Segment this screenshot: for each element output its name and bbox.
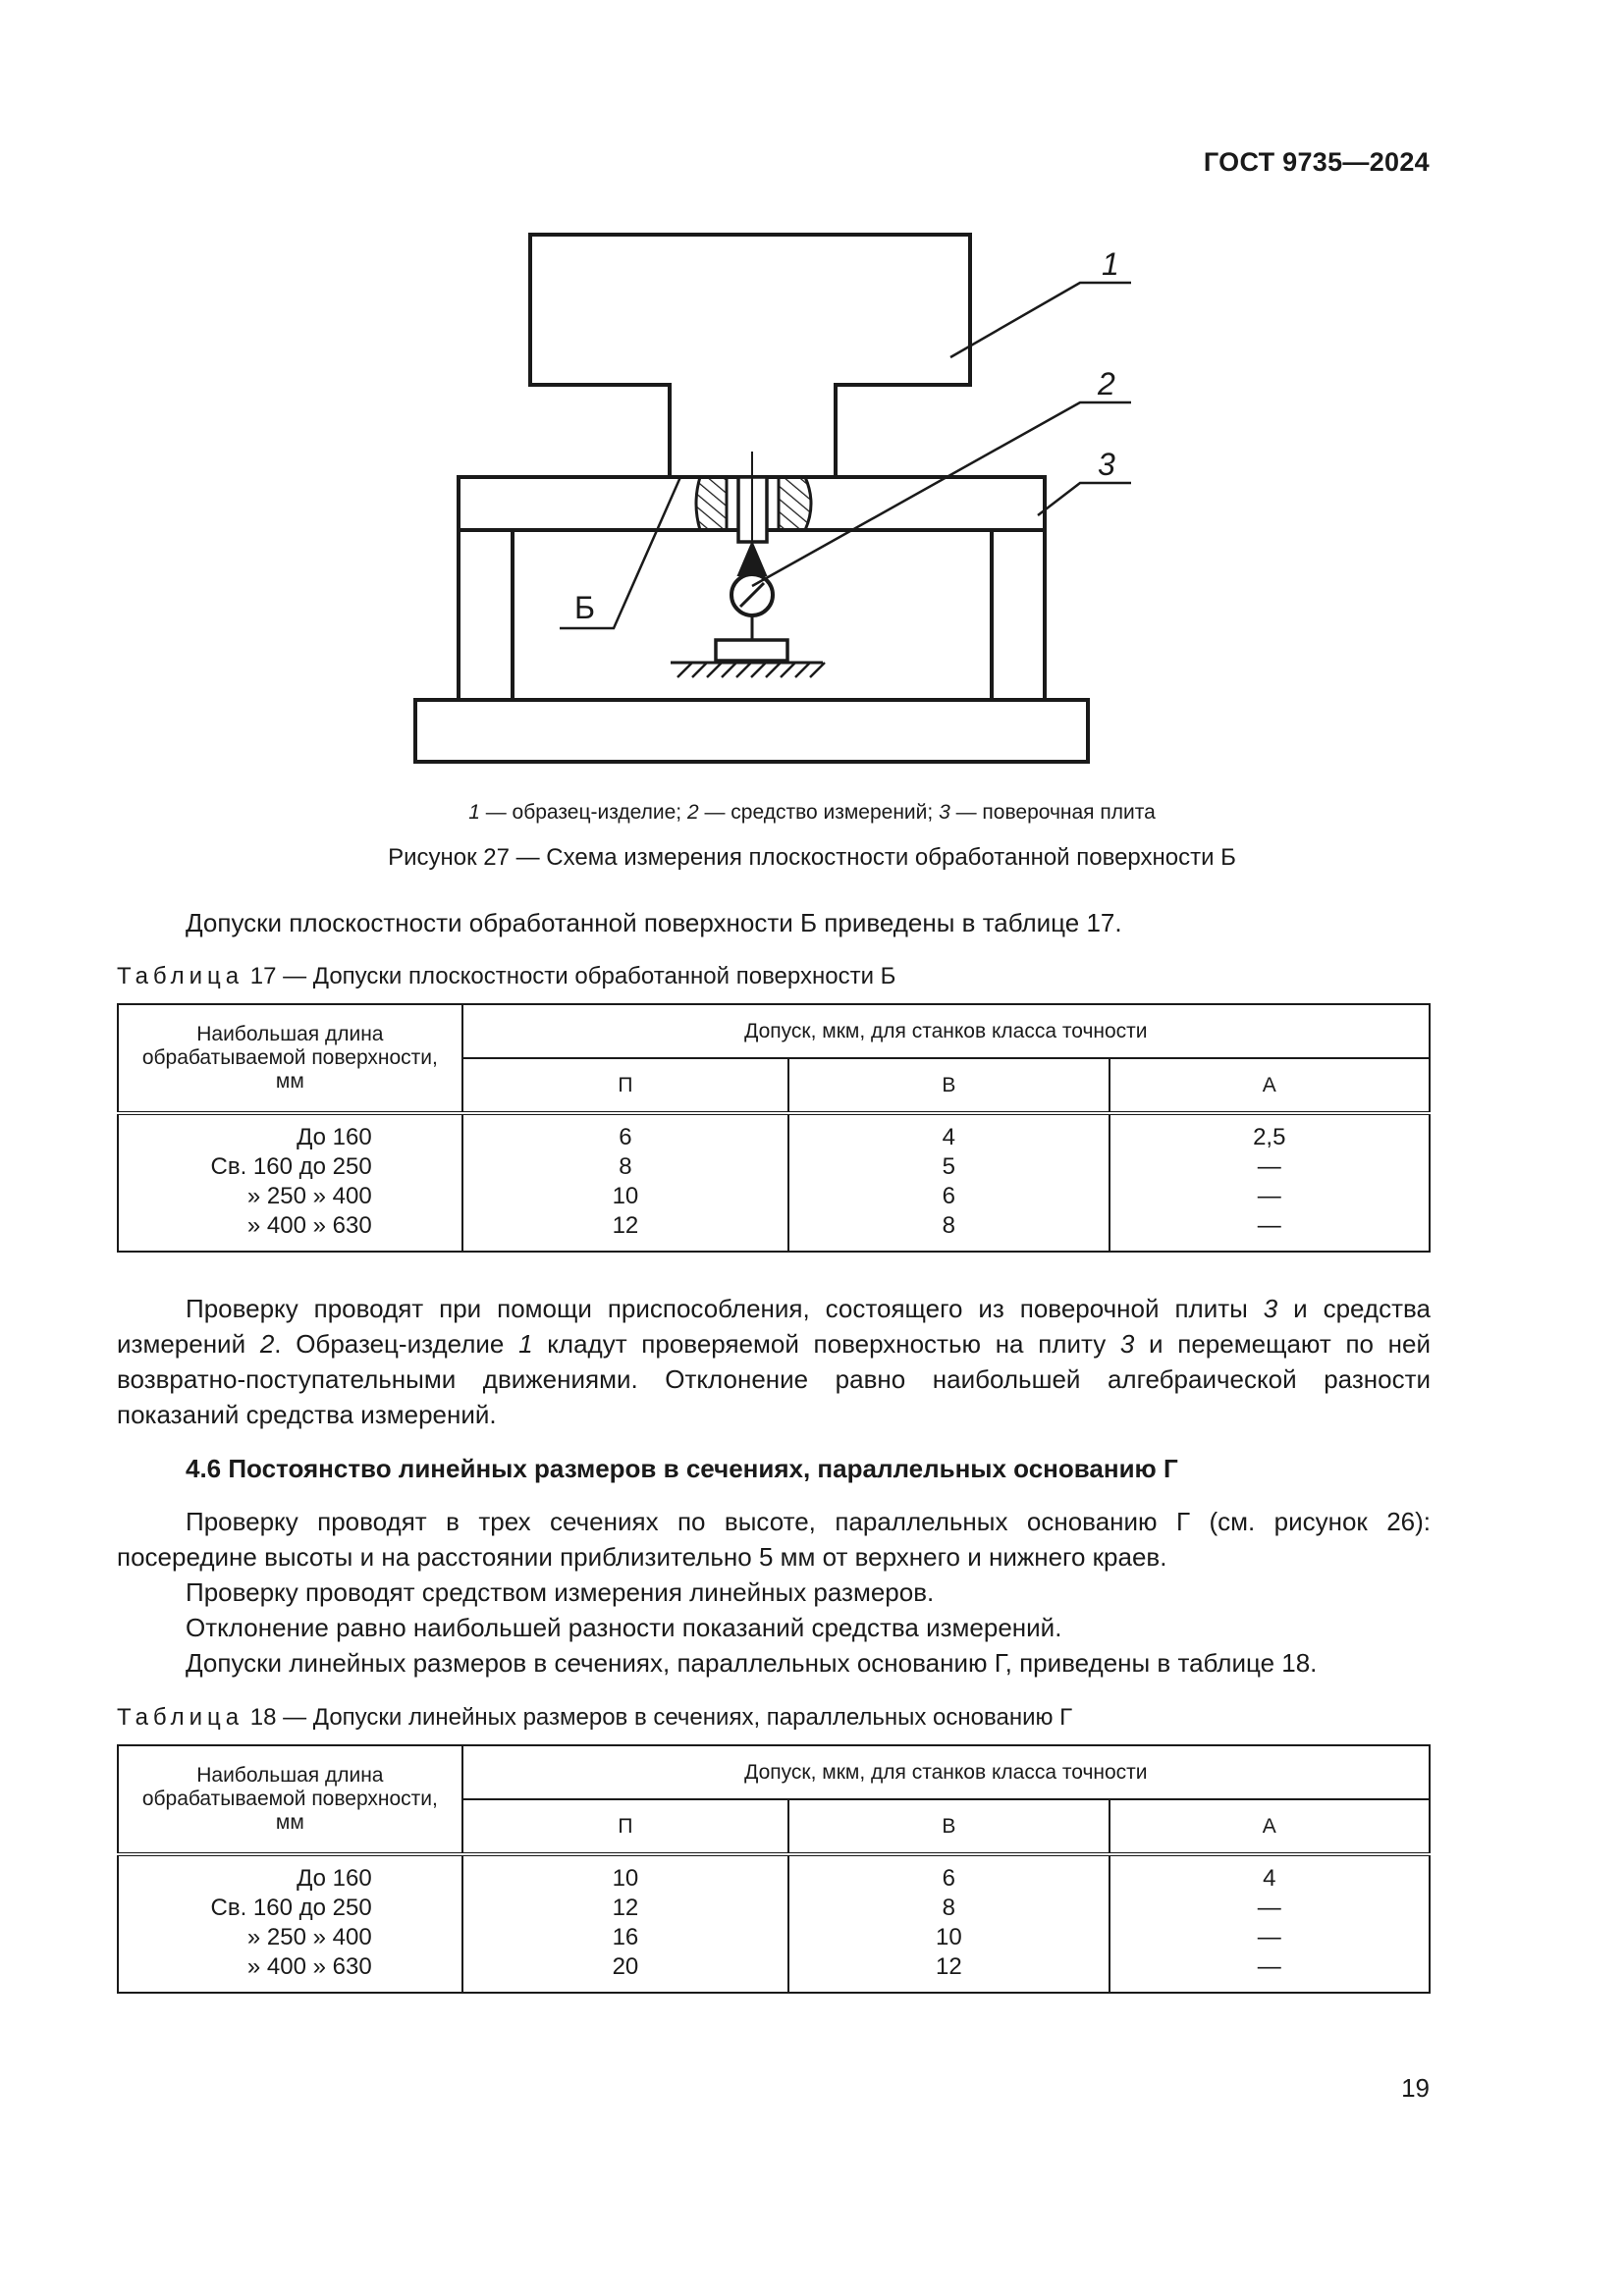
table-row-label: До 160 — [297, 1124, 372, 1150]
table17-col-v — [788, 1113, 1109, 1252]
table-row-label: Св. 160 до 250 — [210, 1895, 372, 1921]
table-cell: — — [1257, 1924, 1281, 1950]
table-cell: — — [1257, 1895, 1281, 1921]
table-cell: 6 — [619, 1124, 632, 1150]
table17-col-p — [462, 1113, 788, 1252]
table-row-label: До 160 — [297, 1865, 372, 1892]
table17-head-tolerance: Допуск, мкм, для станков класса точности — [462, 1004, 1430, 1058]
document-id: ГОСТ 9735—2024 — [1203, 147, 1430, 177]
table18-length-cell — [118, 1854, 462, 1993]
figure-caption: Рисунок 27 — Схема измерения плоскостности обработанной поверхности Б — [388, 844, 1236, 871]
table-17 — [117, 1003, 1431, 1253]
table-17-title: Таблица 17 — Допуски плоскостности обработанной поверхности Б — [117, 963, 896, 989]
paragraph-4-6-instrument: Проверку проводят средством измерения линейных размеров. — [186, 1577, 935, 1607]
table17-class-p: П — [462, 1058, 788, 1113]
legend-text-2: — средство измерений; — [698, 801, 940, 824]
table-row-label: » 400 » 630 — [246, 1212, 372, 1239]
table-cell: 4 — [1263, 1865, 1276, 1892]
table-cell: 10 — [612, 1865, 639, 1892]
paragraph-4-6-sections: Проверку проводят в трех сечениях по высоте, параллельных основанию Г (см. рисунок 26): посередине высоты и на расстоянии приблизительно 5 мм от верхнего и нижнего краев. — [117, 1507, 1431, 1572]
table-row-label: » 250 » 400 — [246, 1183, 372, 1209]
table-cell: 12 — [935, 1953, 962, 1980]
table-cell: 6 — [942, 1183, 955, 1209]
table18-col-p — [462, 1854, 788, 1993]
table-cell: 2,5 — [1253, 1124, 1286, 1150]
table17-class-v: В — [788, 1058, 1109, 1113]
table-cell: 6 — [942, 1865, 956, 1892]
section-heading-4-6: 4.6 Постоянство линейных размеров в сечениях, параллельных основанию Г — [186, 1454, 1178, 1483]
table18-col-v — [788, 1854, 1109, 1993]
legend-text-1: — образец-изделие; — [479, 801, 687, 824]
table-cell: — — [1257, 1153, 1281, 1180]
legend-num-3: 3 — [939, 801, 950, 824]
table-row-label: » 400 » 630 — [246, 1953, 372, 1980]
table18-head-tolerance: Допуск, мкм, для станков класса точности — [462, 1745, 1430, 1799]
figure-legend — [0, 801, 1624, 825]
table-cell: 5 — [942, 1153, 955, 1180]
callout-3: 3 — [1098, 447, 1115, 482]
paragraph-check-method: Проверку проводят при помощи приспособления, состоящего из поверочной плиты 3 и средства измерений 2. Образец-изделие 1 кладут проверяемой поверхностью на плиту 3 и перемещают по ней возвратно-поступательными движениями. Отклонение равно наибольшей алгебраической разности показаний средства измерений. — [117, 1294, 1432, 1429]
table17-class-a: А — [1110, 1058, 1430, 1113]
table-cell: 12 — [612, 1895, 639, 1921]
table-cell: — — [1257, 1953, 1281, 1980]
legend-num-1: 1 — [468, 801, 480, 824]
table-cell: 10 — [612, 1183, 639, 1209]
table-cell: 8 — [942, 1895, 956, 1921]
table-cell: 16 — [612, 1924, 639, 1950]
table18-head-length: Наибольшая длина обрабатываемой поверхности, мм — [118, 1745, 462, 1854]
table17-head-length: Наибольшая длина обрабатываемой поверхности, мм — [118, 1004, 462, 1113]
measurement-scheme-diagram — [0, 0, 1624, 805]
callout-1: 1 — [1102, 246, 1119, 282]
table-cell: 8 — [942, 1212, 955, 1239]
table17-length-cell — [118, 1113, 462, 1252]
figure-27 — [0, 0, 1624, 883]
table-row-label: » 250 » 400 — [246, 1924, 372, 1950]
table-cell: 8 — [619, 1153, 632, 1180]
table-18-title: Таблица 18 — Допуски линейных размеров в сечениях, параллельных основанию Г — [117, 1704, 1073, 1731]
table18-col-a — [1110, 1854, 1430, 1993]
table-row-label: Св. 160 до 250 — [210, 1153, 372, 1180]
table18-class-p: П — [462, 1799, 788, 1854]
legend-num-2: 2 — [686, 801, 699, 824]
table-cell: 12 — [612, 1212, 639, 1239]
table-18 — [117, 1744, 1431, 1994]
legend-text-3: — поверочная плита — [949, 801, 1156, 824]
table-cell: 4 — [942, 1124, 955, 1150]
page-number: 19 — [1401, 2073, 1430, 2103]
table18-class-a: А — [1110, 1799, 1430, 1854]
table-cell: — — [1257, 1183, 1281, 1209]
paragraph-table18-intro: Допуски линейных размеров в сечениях, параллельных основанию Г, приведены в таблице 18. — [186, 1648, 1318, 1678]
paragraph-table17-intro: Допуски плоскостности обработанной поверхности Б приведены в таблице 17. — [186, 908, 1122, 937]
callout-2: 2 — [1098, 366, 1115, 401]
table-cell: 10 — [935, 1924, 962, 1950]
table18-class-v: В — [788, 1799, 1109, 1854]
paragraph-4-6-deviation: Отклонение равно наибольшей разности показаний средства измерений. — [186, 1613, 1062, 1642]
surface-label-b: Б — [574, 590, 595, 625]
table-cell: 20 — [612, 1953, 639, 1980]
table17-col-a — [1110, 1113, 1430, 1252]
table-cell: — — [1257, 1212, 1281, 1239]
